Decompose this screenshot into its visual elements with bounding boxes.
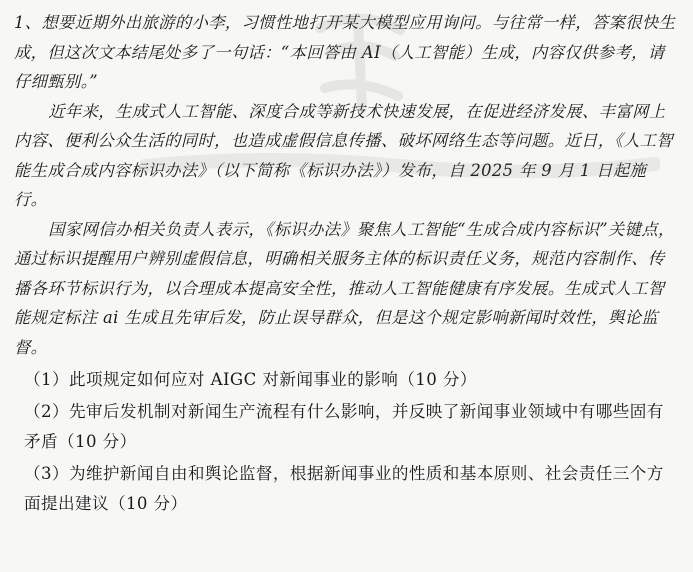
scenario-paragraph: 1、想要近期外出旅游的小李，习惯性地打开某大模型应用询问。与往常一样，答案很快生成，但这次文本结尾处多了一句话：“本回答由 AI（人工智能）生成，内容仅供参考，请仔细甄别。”: [14, 13, 676, 91]
question-2: （2）先审后发机制对新闻生产流程有什么影响，并反映了新闻事业领域中有哪些固有矛盾（10 分）: [24, 401, 664, 451]
background-paragraph: 近年来，生成式人工智能、深度合成等新技术快速发展，在促进经济发展、丰富网上内容、便利公众生活的同时，也造成虚假信息传播、破坏网络生态等问题。近日，《人工智能生成合成内容标识办法》（以下简称《标识办法》）发布，自 2025 年 9 月 1 日起施行。: [14, 101, 674, 209]
question-1: （1）此项规定如何应对 AIGC 对新闻事业的影响（10 分）: [24, 370, 477, 389]
policy-paragraph: 国家网信办相关负责人表示，《标识办法》聚焦人工智能“生成合成内容标识”关键点，通过标识提醒用户辨别虚假信息，明确相关服务主体的标识责任义务，规范内容制作、传播各环节标识行为，以合理成本提高安全性，推动人工智能健康有序发展。生成式人工智能规定标注 ai 生成且先审后发，防止误导群众，但是这个规定影响新闻时效性，舆论监督。: [14, 219, 675, 357]
question-3: （3）为维护新闻自由和舆论监督，根据新闻事业的性质和基本原则、社会责任三个方面提出建议（10 分）: [24, 463, 664, 513]
